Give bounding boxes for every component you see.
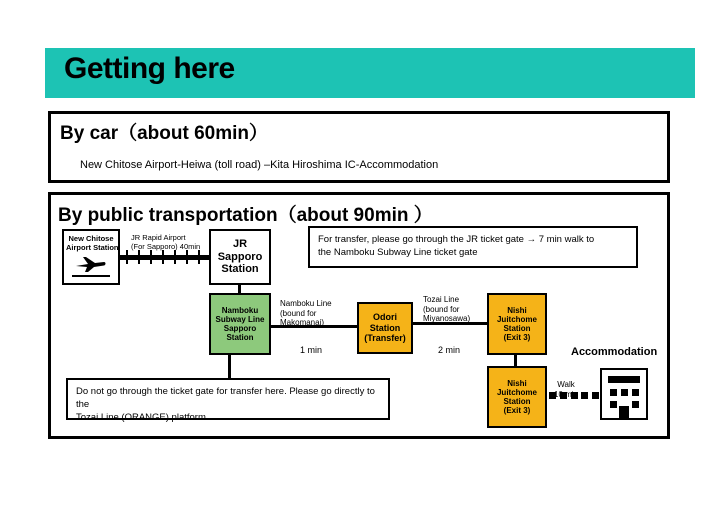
node-nishi2-line3: Station: [503, 397, 531, 406]
node-namboku-line2: Subway Line: [215, 314, 265, 324]
by-public-transportation-heading: By public transportation（about 90min ）: [58, 205, 433, 226]
label-namboku-line1: Namboku Line: [280, 299, 332, 308]
label-accommodation: Accommodation: [571, 346, 658, 358]
label-walk-line1: Walk: [557, 380, 575, 389]
label-jr-rapid-line1: JR Rapid Airport: [131, 233, 186, 242]
node-namboku-sapporo-station: [209, 293, 271, 355]
callout-transfer-line1: For transfer, please go through the JR ticket gate → 7 min walk to: [318, 234, 595, 245]
label-tozai-line3: Miyanosawa): [423, 314, 471, 324]
label-tozai-duration: 2 min: [438, 345, 461, 355]
label-walk-line2: 10: [554, 389, 563, 399]
node-nishi1-line4: (Exit 3): [503, 333, 531, 343]
label-jr-rapid-line2: (For Sapporo) 40min: [131, 242, 201, 251]
label-namboku-duration: 1 min: [300, 345, 323, 355]
node-new-chitose-airport-station: [62, 229, 120, 285]
connector-jr-to-namboku: [238, 285, 241, 293]
label-namboku-line3: Makomanai): [280, 318, 325, 328]
callout-notgate-line1: Do not go through the ticket gate for transfer here. Please go directly to the: [76, 386, 375, 410]
airport-underline: [72, 275, 110, 277]
callout-do-not-go-through-gate: [66, 378, 390, 423]
label-namboku-line2: (bound for: [280, 308, 317, 318]
rail-connector-chitose-to-sapporo: [120, 250, 210, 264]
node-namboku-line1: Namboku: [221, 305, 259, 315]
label-tozai-line1: Tozai Line: [423, 295, 460, 304]
connector-nishi-upper-to-lower: [514, 355, 517, 366]
node-odori-line1: Odori: [373, 312, 397, 323]
node-odori-line2: Station: [369, 322, 401, 333]
node-odori-line3: (Transfer): [364, 333, 406, 344]
node-nishi2-line2: Juitchome: [496, 387, 537, 397]
node-nishi2-line4: (Exit 3): [503, 406, 531, 416]
node-namboku-line4: Station: [226, 333, 254, 343]
label-namboku-line-direction: [280, 299, 332, 328]
label-tozai-line-direction: [423, 295, 470, 324]
callout-transfer-line2: the Namboku Subway Line ticket gate: [318, 246, 478, 258]
node-nishi2-line1: Nishi: [507, 378, 527, 388]
airplane-icon: [66, 255, 116, 273]
connector-namboku-to-callout: [228, 355, 231, 378]
node-nishi-juitchome-station-lower: [487, 366, 547, 428]
node-jr-sapporo-station: [209, 229, 271, 285]
node-jr-sapporo-line1: JR: [232, 238, 248, 251]
node-jr-sapporo-line3: Station: [221, 263, 259, 276]
callout-jr-transfer: [308, 226, 638, 268]
by-car-heading: By car（about 60min）: [60, 123, 268, 144]
node-odori-station: [357, 302, 413, 354]
callout-notgate-line2: Tozai Line (ORANGE) platform.: [76, 411, 209, 423]
page-title: Getting here: [64, 52, 235, 85]
by-car-route-text: New Chitose Airport-Heiwa (toll road) –Kita Hiroshima IC-Accommodation: [80, 159, 439, 171]
dotted-walk-path: [549, 391, 599, 399]
label-jr-rapid-airport: [131, 233, 200, 251]
node-nishi1-line3: Station: [503, 324, 531, 333]
node-chitose-line2: Airport Station: [66, 242, 119, 252]
node-chitose-line1: New Chitose: [68, 234, 114, 243]
node-nishi1-line1: Nishi: [507, 305, 527, 315]
node-jr-sapporo-line2: Sapporo: [217, 250, 263, 263]
node-namboku-line3: Sapporo: [223, 324, 257, 333]
label-tozai-line2: (bound for: [423, 304, 460, 314]
building-icon: [600, 368, 648, 420]
node-nishi1-line2: Juitchome: [496, 314, 537, 324]
node-nishi-juitchome-station-upper: [487, 293, 547, 355]
